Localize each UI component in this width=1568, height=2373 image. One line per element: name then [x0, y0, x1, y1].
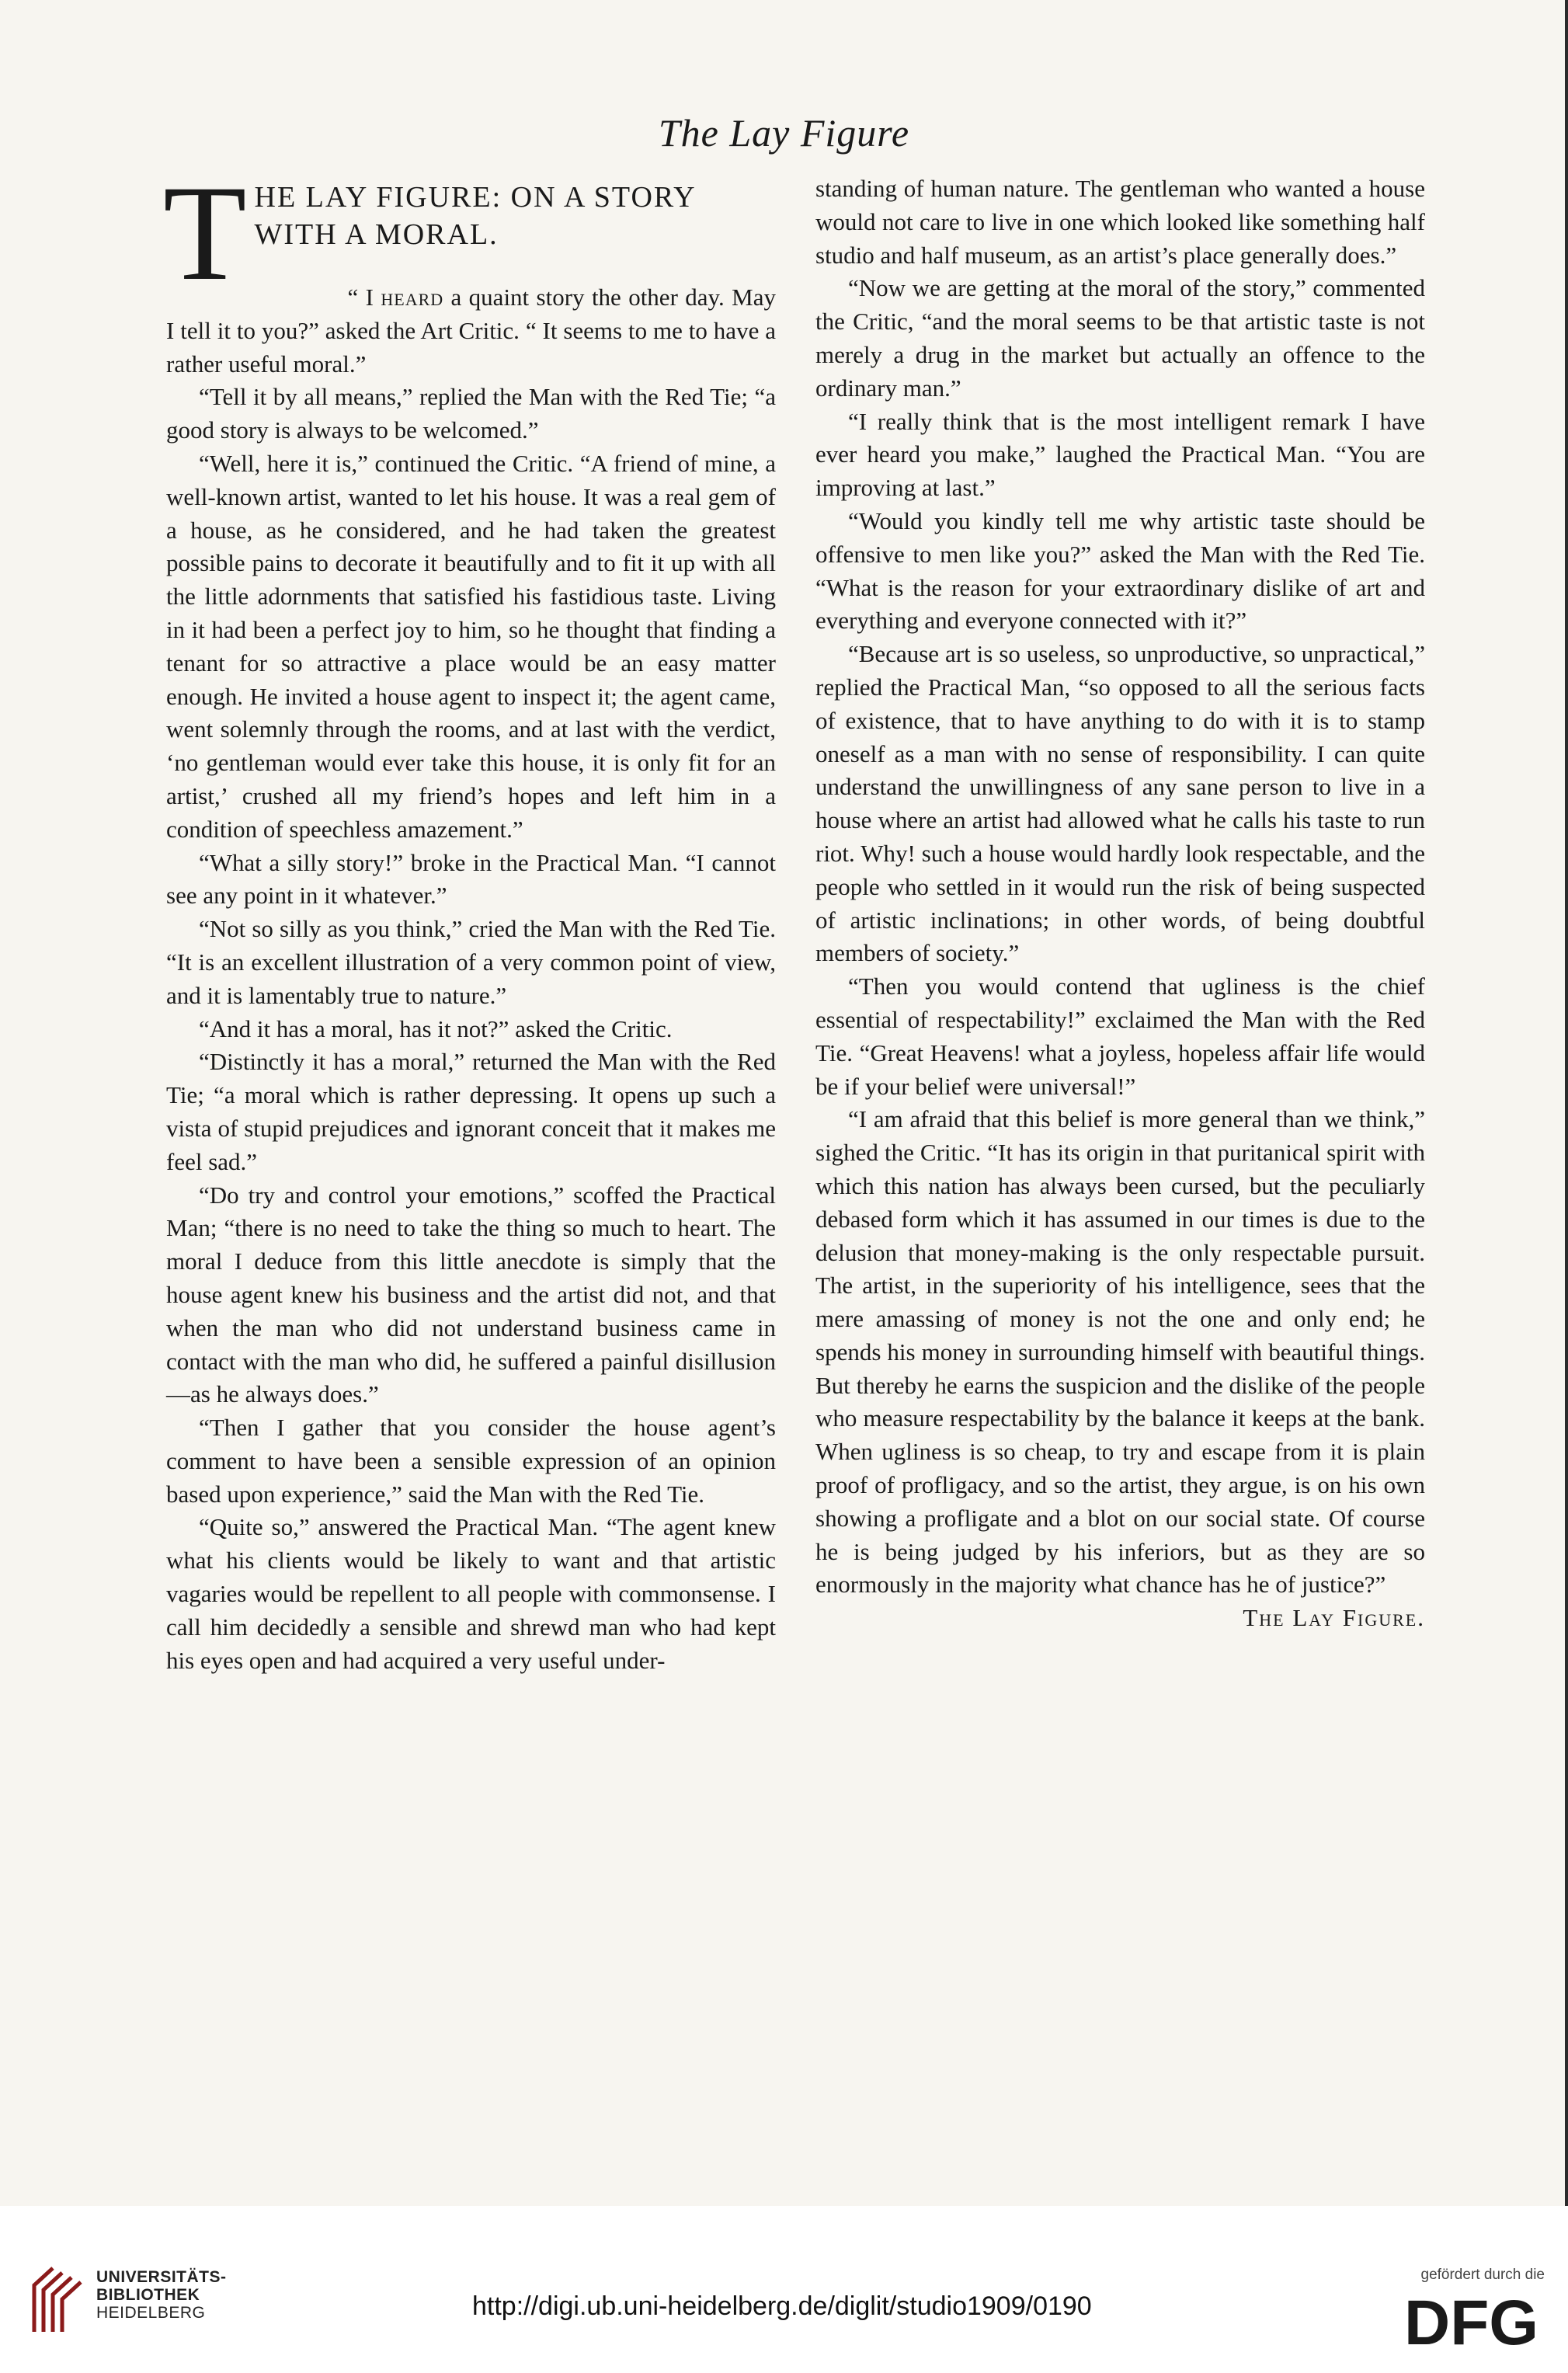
- running-title: The Lay Figure: [658, 111, 910, 155]
- library-name: [96, 2268, 227, 2322]
- right-paragraph: “I am afraid that this belief is more general than we think,” sighed the Critic. “It has its origin in that puritanical spirit with which this nation has always been cursed, but the peculiarly debased form which it has assumed in our times is due to the delusion that money-making is the only respectable pursuit. The artist, in the superiority of his intelligence, sees that the mere amassing of money is not the one and only end; he spends his money in surrounding himself with beautiful things. But thereby he earns the suspicion and the dislike of the people who measure respectability by the balance it keeps at the bank. When ugliness is so cheap, to try and escape from it is plain proof of profligacy, and so the artist, they argue, is on his own showing a profligate and a blot on our social state. Of course he is being judged by his inferiors, but as they are so enormously in the majority what chance has he of justice?”: [815, 1105, 1425, 1599]
- right-paragraph: “Would you kindly tell me why artistic taste should be offensive to men like you?” asked the Man with the Red Tie. “What is the reason for your extraordinary dislike of art and everything and everyone connected with it?”: [815, 506, 1425, 635]
- left-paragraph: “Quite so,” answered the Practical Man. “The agent knew what his clients would be likely to want and that artistic vagaries would be repellent to all people with commonsense. I call him decidedly a sensible and shrewd man who had kept his eyes open and had acquired a very useful under-: [166, 1513, 776, 1674]
- opening-rest: a quaint story the other day. May I tell it to you?” asked the Art Critic. “ It seems to me to have a rather useful moral.”: [166, 284, 776, 378]
- article-title-block: [163, 158, 776, 309]
- sponsor-label: gefördert durch die: [1420, 2267, 1545, 2283]
- library-name-line1: UNIVERSITÄTS-: [96, 2268, 227, 2286]
- left-paragraph: “Distinctly it has a moral,” returned the Man with the Red Tie; “a moral which is rather depressing. It opens up such a vista of stupid prejudices and ignorant conceit that it makes me feel sad.”: [166, 1048, 776, 1175]
- right-paragraph: “Then you would contend that ugliness is the chief essential of respectability!” exclaimed the Man with the Red Tie. “Great Heavens! what a joyless, hopeless affair life would be if your belief were universal!”: [815, 973, 1425, 1100]
- dfg-logo-icon: [1404, 2291, 1544, 2352]
- article-title-line2: WITH A MORAL.: [254, 218, 499, 251]
- opening-quote: “ I: [347, 284, 374, 311]
- signature: The Lay Figure.: [1243, 1604, 1425, 1632]
- drop-cap: T: [163, 158, 247, 309]
- left-paragraph: “Tell it by all means,” replied the Man with the Red Tie; “a good story is always to be welcomed.”: [166, 383, 776, 444]
- library-name-line3: HEIDELBERG: [96, 2304, 206, 2322]
- source-url[interactable]: http://digi.ub.uni-heidelberg.de/diglit/studio1909/0190: [472, 2291, 1092, 2321]
- footer-bar: [0, 2206, 1568, 2373]
- right-paragraphs: [815, 272, 1425, 1602]
- left-column: [163, 158, 776, 1677]
- left-paragraphs: [166, 381, 776, 1677]
- continued-paragraph: standing of human nature. The gentleman who wanted a house would not care to live in one which looked like something half studio and half museum, as an artist’s place generally does.”: [815, 175, 1425, 269]
- left-paragraph: “Well, here it is,” continued the Critic. “A friend of mine, a well-known artist, wanted to let his house. It was a real gem of a house, as he considered, and he had taken the greatest possible pains to decorate it beautifully and to fit it up with all the little adornments that satisfied his fastidious taste. Living in it had been a perfect joy to him, so he thought that finding a tenant for so attractive a place would be an easy matter enough. He invited a house agent to inspect it; the agent came, went solemnly through the rooms, and at last with the verdict, ‘no gentleman would ever take this house, it is only fit for an artist,’ crushed all my friend’s hopes and left him in a condition of speechless amazement.”: [166, 449, 776, 843]
- left-paragraph: “Do try and control your emotions,” scoffed the Practical Man; “there is no need to take the thing so much to heart. The moral I deduce from this little anecdote is simply that the house agent knew his business and the artist did not, and that when the man who did not understand business came in contact with the man who did, he suffered a painful disillusion—as he always does.”: [166, 1181, 776, 1408]
- library-logo-icon: [30, 2262, 90, 2336]
- opening-smallcaps-word: heard: [381, 284, 444, 311]
- right-column: [815, 172, 1425, 1635]
- right-paragraph: “Because art is so useless, so unproductive, so unpractical,” replied the Practical Man, “so opposed to all the serious facts of existence, that to have anything to do with it is to stamp oneself as a man with no sense of responsibility. I can quite understand the unwillingness of any sane person to live in a house where an artist had allowed what he calls his taste to run riot. Why! such a house would hardly look respectable, and the people who settled in it would run the risk of being suspected of artistic inclinations; in other words, of being doubtful members of society.”: [815, 640, 1425, 967]
- article-title: [166, 172, 776, 253]
- library-name-line2: BIBLIOTHEK: [96, 2286, 200, 2304]
- left-paragraph: “Not so silly as you think,” cried the Man with the Red Tie. “It is an excellent illustration of a very common point of view, and it is lamentably true to nature.”: [166, 915, 776, 1009]
- left-paragraph: “What a silly story!” broke in the Practical Man. “I cannot see any point in it whatever.”: [166, 848, 776, 910]
- article-title-line1: HE LAY FIGURE: ON A STORY: [254, 181, 697, 214]
- left-paragraph: “Then I gather that you consider the house agent’s comment to have been a sensible expression of an opinion based upon experience,” said the Man with the Red Tie.: [166, 1414, 776, 1508]
- right-paragraph: “Now we are getting at the moral of the story,” commented the Critic, “and the moral seems to be that artistic taste is not merely a drug in the market but actually an offence to the ordinary man.”: [815, 274, 1425, 402]
- right-paragraph: “I really think that is the most intelligent remark I have ever heard you make,” laughed the Practical Man. “You are improving at last.”: [815, 407, 1425, 502]
- dfg-logo-text: DFG: [1404, 2291, 1539, 2352]
- left-paragraph: “And it has a moral, has it not?” asked the Critic.: [199, 1014, 673, 1042]
